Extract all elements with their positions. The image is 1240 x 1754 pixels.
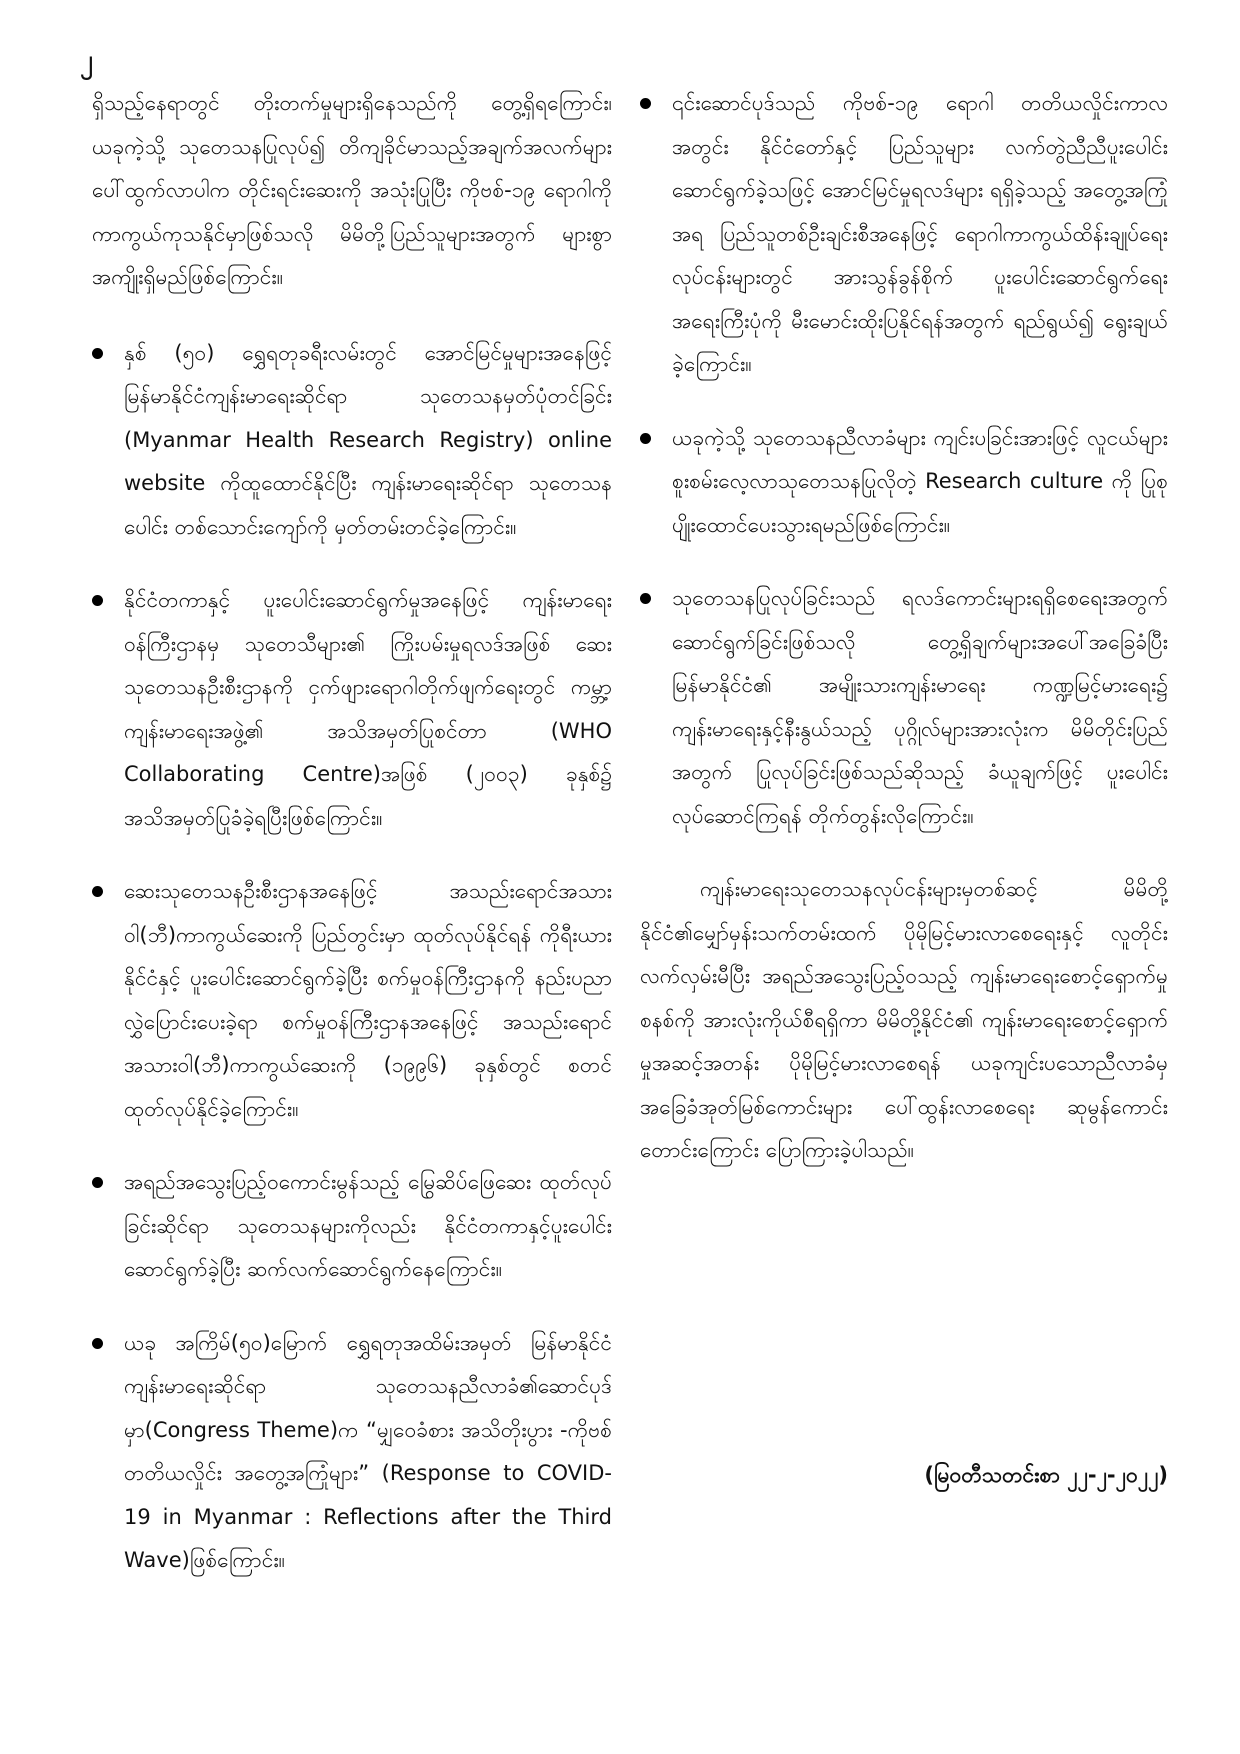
bullet-text: နိုင်ငံတကာနှင့် ပူးပေါင်းဆောင်ရွက်မှုအနေဖြင့် ကျန်းမာရေးဝန်ကြီးဌာနမှ သုတေသီများ၏ ကြိုးပမ်းမှုရလဒ်အဖြစ် ဆေးသုတေသနဦးစီးဌာနကို ငှက်ဖျားရောဂါတိုက်ဖျက်ရေးတွင် ကမ္ဘာ့ကျန်းမာရေးအဖွဲ့၏ အသိအမှတ်ပြုစင်တာ (WHO Collaborating Centre)အဖြစ် (၂၀၀၃) ခုနှစ်၌ အသိအမှတ်ပြုခံခဲ့ရပြီးဖြစ်ကြောင်း။ bbox=[124, 588, 612, 830]
list-item bbox=[92, 1161, 612, 1292]
list-item bbox=[640, 82, 1168, 387]
list-item bbox=[92, 870, 612, 1131]
bullet-text: ၎င်းဆောင်ပုဒ်သည် ကိုဗစ်-၁၉ ရောဂါ တတိယလှိုင်းကာလ အတွင်း နိုင်ငံတော်နှင့် ပြည်သူများ လက်တွဲညီညီပူးပေါင်း ဆောင်ရွက်ခဲ့သဖြင့် အောင်မြင်မှုရလဒ်များ ရရှိခဲ့သည့် အတွေ့အကြုံအရ ပြည်သူတစ်ဦးချင်းစီအနေဖြင့် ရောဂါကာကွယ်ထိန်းချုပ်ရေးလုပ်ငန်းများတွင် အားသွန်ခွန်စိုက် ပူးပေါင်းဆောင်ရွက်ရေး အရေးကြီးပုံကို မီးမောင်းထိုးပြနိုင်ရန်အတွက် ရည်ရွယ်၍ ရွေးချယ်ခဲ့ကြောင်း။ bbox=[672, 91, 1168, 376]
source-signature: (မြဝတီသတင်းစာ ၂၂-၂-၂၀၂၂) bbox=[924, 1463, 1168, 1487]
left-column bbox=[92, 82, 612, 1613]
list-item bbox=[92, 332, 612, 550]
bullet-icon bbox=[640, 98, 651, 109]
bullet-icon bbox=[640, 593, 651, 604]
bullet-text: အရည်အသွေးပြည့်ဝကောင်းမွန်သည့် မြွေဆိပ်ဖြေဆေး ထုတ်လုပ်ခြင်းဆိုင်ရာ သုတေသနများကိုလည်း နိုင်ငံတကာနှင့်ပူးပေါင်းဆောင်ရွက်ခဲ့ပြီး ဆက်လက်ဆောင်ရွက်နေကြောင်း။ bbox=[124, 1170, 612, 1281]
bullet-text: သုတေသနပြုလုပ်ခြင်းသည် ရလဒ်ကောင်းများရရှိစေရေးအတွက် ဆောင်ရွက်ခြင်းဖြစ်သလို တွေ့ရှိချက်များအပေါ်အခြေခံပြီး မြန်မာနိုင်ငံ၏ အမျိုးသားကျန်းမာရေး ကဏ္ဍမြင့်မားရေး၌ ကျန်းမာရေးနှင့်နီးနွယ်သည့် ပုဂ္ဂိုလ်များအားလုံးက မိမိတိုင်းပြည်အတွက် ပြုလုပ်ခြင်းဖြစ်သည်ဆိုသည့် ခံယူချက်ဖြင့် ပူးပေါင်းလုပ်ဆောင်ကြရန် တိုက်တွန်းလိုကြောင်း။ bbox=[672, 586, 1168, 828]
bullet-icon bbox=[92, 595, 103, 606]
bullet-icon bbox=[640, 433, 651, 444]
bullet-text: ဆေးသုတေသနဦးစီးဌာနအနေဖြင့် အသည်းရောင်အသားဝါ(ဘီ)ကာကွယ်ဆေးကို ပြည်တွင်းမှာ ထုတ်လုပ်နိုင်ရန် ကိုရီးယားနိုင်ငံနှင့် ပူးပေါင်းဆောင်ရွက်ခဲ့ပြီး စက်မှုဝန်ကြီးဌာနကို နည်းပညာလွှဲပြောင်းပေးခဲ့ရာ စက်မှုဝန်ကြီးဌာနအနေဖြင့် အသည်းရောင်အသားဝါ(ဘီ)ကာကွယ်ဆေးကို (၁၉၉၆) ခုနှစ်တွင် စတင်ထုတ်လုပ်နိုင်ခဲ့ကြောင်း။ bbox=[124, 879, 612, 1121]
bullet-text: ယခုကဲ့သို့ သုတေသနညီလာခံများ ကျင်းပခြင်းအားဖြင့် လူငယ်များ စူးစမ်းလေ့လာသုတေသနပြုလိုတဲ့ Research culture ကို ပြုစုပျိုးထောင်ပေးသွားရမည်ဖြစ်ကြောင်း။ bbox=[672, 425, 1168, 537]
bullet-text: ယခု အကြိမ်(၅၀)မြောက် ရွှေရတုအထိမ်းအမှတ် မြန်မာနိုင်ငံ ကျန်းမာရေးဆိုင်ရာ သုတေသနညီလာခံ၏ဆောင်ပုဒ်မှာ(Congress Theme)က “မျှဝေခံစား အသိတိုးပွား -ကိုဗစ်တတိယလှိုင်း အတွေ့အကြုံများ” (Response to COVID-19 in Myanmar : Reflections after the Third Wave)ဖြစ်ကြောင်း။ bbox=[124, 1330, 612, 1572]
list-item bbox=[92, 1322, 612, 1583]
bullet-icon bbox=[92, 1177, 103, 1188]
list-item bbox=[92, 579, 612, 840]
page-number: ၂ bbox=[80, 45, 93, 75]
closing-paragraph: ကျန်းမာရေးသုတေသနလုပ်ငန်းများမှတစ်ဆင့် မိမိတို့နိုင်ငံ၏မျှော်မှန်းသက်တမ်းထက် ပိုမိုမြင့်မားလာစေရေးနှင့် လူတိုင်းလက်လှမ်းမီပြီး အရည်အသွေးပြည့်ဝသည့် ကျန်းမာရေးစောင့်ရှောက်မှုစနစ်ကို အားလုံးကိုယ်စီရရှိကာ မိမိတို့နိုင်ငံ၏ ကျန်းမာရေးစောင့်ရှောက်မှုအဆင့်အတန်း ပိုမိုမြင့်မားလာစေရန် ယခုကျင်းပသောညီလာခံမှ အခြေခံအုတ်မြစ်ကောင်းများ ပေါ်ထွန်းလာစေရေး ဆုမွန်ကောင်းတောင်းကြောင်း ပြောကြားခဲ့ပါသည်။ bbox=[640, 877, 1168, 1162]
right-column bbox=[640, 82, 1168, 1173]
list-item bbox=[640, 417, 1168, 548]
bullet-icon bbox=[92, 1338, 103, 1349]
bullet-icon bbox=[92, 886, 103, 897]
bullet-text: နှစ် (၅၀) ရွှေရတုခရီးလမ်းတွင် အောင်မြင်မှုများအနေဖြင့် မြန်မာနိုင်ငံကျန်းမာရေးဆိုင်ရာ သုတေသနမှတ်ပုံတင်ခြင်း (Myanmar Health Research Registry) online website ကိုထူထောင်နိုင်ပြီး ကျန်းမာရေးဆိုင်ရာ သုတေသနပေါင်း တစ်သောင်းကျော်ကို မှတ်တမ်းတင်ခဲ့ကြောင်း။ bbox=[124, 340, 612, 539]
continuation-paragraph: ရှိသည့်နေရာတွင် တိုးတက်မှုများရှိနေသည်ကို တွေ့ရှိရကြောင်း၊ ယခုကဲ့သို့ သုတေသနပြုလုပ်၍ တိကျခိုင်မာသည့်အချက်အလက်များ ပေါ်ထွက်လာပါက တိုင်းရင်းဆေးကို အသုံးပြုပြီး ကိုဗစ်-၁၉ ရောဂါကို ကာကွယ်ကုသနိုင်မှာဖြစ်သလို မိမိတို့ပြည်သူများအတွက် များစွာအကျိုးရှိမည်ဖြစ်ကြောင်း။ bbox=[92, 91, 612, 289]
bullet-icon bbox=[92, 348, 103, 359]
list-item bbox=[640, 577, 1168, 838]
